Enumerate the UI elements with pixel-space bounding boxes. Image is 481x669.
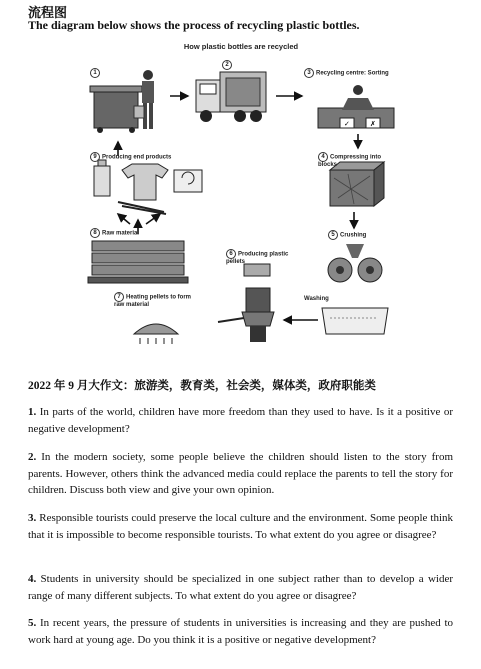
step-5-label: 5 Crushing — [328, 230, 366, 240]
diagram-intro: The diagram below shows the process of recycling plastic bottles. — [28, 18, 360, 32]
step-7-label: 7 Heating pellets to form raw material — [114, 294, 192, 308]
step-8-label: 8 Raw material — [90, 228, 139, 238]
step-2-label: 2 — [222, 60, 234, 70]
recycling-diagram — [78, 38, 404, 360]
question-item: 3. Responsible tourists could preserve the local culture and the environment. Some people think that it is impossible to become responsible tourists. To what extent do you agree or disagree? — [28, 512, 454, 541]
svg-text:✓: ✓ — [344, 120, 350, 128]
diagram-title: How plastic bottles are recycled — [183, 42, 299, 51]
step-6-label: 6 Producing plastic pellets — [226, 251, 289, 265]
step-3-label: 3 Recycling centre: Sorting — [304, 68, 389, 78]
question-item: 2. In the modern society, some people believe the children should listen to the story from parents. However, others think the advanced media could replace the parents to tell the story for children. Discuss both view and give your own opinion. — [28, 451, 453, 496]
step-6-pellet-machine — [218, 264, 274, 342]
step-1-illustration — [90, 70, 154, 133]
step-9-products — [94, 160, 202, 214]
washing-label: Washing — [304, 296, 329, 302]
exam-heading: 2022 年 9 月大作文：旅游类，教育类，社会类，媒体类，政府职能类 — [28, 380, 376, 392]
question-item: 5. In recent years, the pressure of students in universities is increasing and they are pushed to work hard at young age. Do you think it is a positive or negative development? — [28, 617, 454, 646]
step-4-label: 4 Compressing into blocks — [318, 154, 382, 168]
question-item: 4. Students in university should be specialized in one subject rather than to develop a wider range of many different subjects. To what extent do you agree or disagree? — [28, 573, 454, 602]
step-8-raw-material — [88, 241, 188, 283]
diagram-illustration — [78, 38, 404, 360]
question-item: 1. In parts of the world, children have more freedom than they used to have. Is it a positive or negative development? — [28, 406, 453, 435]
step-5-crusher — [328, 244, 382, 282]
section-title: 流程图 — [28, 5, 68, 20]
step-3-sorting — [318, 85, 394, 128]
step-9-label: 9 Producing end products — [90, 152, 171, 162]
washing-tub — [322, 308, 388, 334]
step-1-label: 1 — [90, 68, 102, 78]
step-2-truck — [196, 72, 266, 122]
svg-text:✗: ✗ — [370, 120, 376, 128]
step-7-pile — [134, 324, 178, 344]
